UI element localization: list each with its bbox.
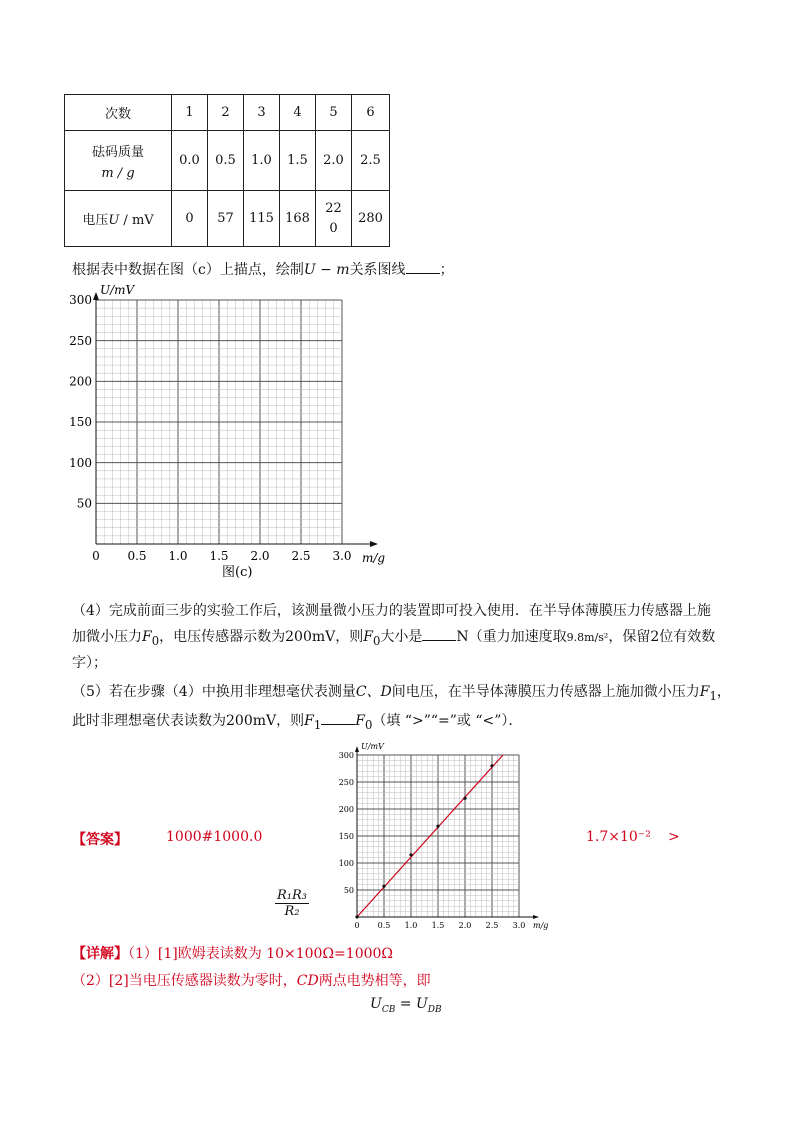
table-header-row <box>65 95 390 131</box>
y-tick-label: 100 <box>69 455 92 470</box>
detail-line1-text: （1）[1]欧姆表读数为 10×100Ω=1000Ω <box>128 946 394 962</box>
data-table <box>64 94 390 247</box>
table-header-cell: 次数 <box>65 95 172 131</box>
x-tick-label: 0.5 <box>377 921 391 930</box>
figure-c-caption: 图(c) <box>222 565 253 580</box>
detail-cd: CD <box>296 973 319 989</box>
table-cell: 1.0 <box>244 131 280 191</box>
y-tick-label: 100 <box>338 858 354 868</box>
x-tick-label: 1.0 <box>168 549 188 563</box>
x-tick-label: 1.5 <box>209 549 229 563</box>
y-axis-arrow-icon <box>93 292 99 300</box>
fraction-denominator: R₂ <box>284 904 300 919</box>
y-tick-label: 150 <box>69 415 92 430</box>
fraction <box>275 888 309 919</box>
y-tick-label: 50 <box>343 885 354 895</box>
y-tick-label: 250 <box>69 333 92 348</box>
table-cell: 0 <box>172 191 208 247</box>
answer-label: 【答案】 <box>72 832 128 848</box>
figure-c-ylabel: U/mV <box>100 283 135 297</box>
q5-line2-b: （填 “>”“=”或 “<”）． <box>372 713 523 729</box>
answer-chart-xlabel: m/g <box>533 921 549 930</box>
table-row-label <box>65 191 172 247</box>
table-cell: 22 0 <box>316 191 352 247</box>
q5-line1-a: （5）若在步骤（4）中换用非理想毫伏表测量 <box>72 684 356 700</box>
q3-text <box>72 259 454 279</box>
cd-points: C、D <box>355 684 392 700</box>
eq-right-sub: DB <box>427 1004 442 1015</box>
table-cell: 2.5 <box>352 131 390 191</box>
table-cell: 0.0 <box>172 131 208 191</box>
f0-subscript: 0 <box>372 633 381 648</box>
q3-end: ； <box>439 262 454 278</box>
q4-line2-e: ，保留2位有效数 <box>608 629 716 645</box>
f1-symbol: F <box>304 713 314 729</box>
x-tick-label: 3.0 <box>512 921 526 930</box>
answer-chart-ylabel: U/mV <box>361 742 384 751</box>
f0-subscript: 0 <box>151 633 160 648</box>
q4-line2-d: N（重力加速度取 <box>456 629 567 645</box>
answer-chart <box>335 740 550 940</box>
figure-c-xlabel: m/g <box>362 551 386 565</box>
q4-line2-a: 加微小压力 <box>72 629 142 645</box>
detail-line1 <box>72 943 393 963</box>
x-axis-arrow-icon <box>370 541 378 547</box>
q3-symbol: U − m <box>303 262 350 278</box>
voltage-symbol: U <box>108 213 120 228</box>
y-tick-label: 200 <box>338 804 354 814</box>
table-header-cell: 2 <box>208 95 244 131</box>
voltage-label: 电压 <box>82 213 109 228</box>
table-header-cell: 4 <box>280 95 316 131</box>
eq-mid: = <box>395 996 416 1012</box>
f0-subscript: 0 <box>364 717 373 732</box>
answer-chart-grid <box>357 755 519 917</box>
q5-line1-b: 间电压，在半导体薄膜压力传感器上施加微小压力 <box>391 684 700 700</box>
q4-line2-c: 大小是 <box>380 629 423 645</box>
x-tick-label: 2.0 <box>250 549 270 563</box>
y-tick-label: 300 <box>69 293 92 308</box>
fraction-numerator: R₁R₃ <box>277 888 307 903</box>
x-axis-arrow-icon <box>533 915 539 919</box>
answer-blank <box>422 628 456 641</box>
q4-line2 <box>72 626 715 648</box>
g-value: 9.8m/s² <box>566 631 609 644</box>
x-tick-label: 2.5 <box>291 549 311 563</box>
detail-equation <box>370 996 442 1015</box>
q4-line1: （4）完成前面三步的实验工作后，该测量微小压力的装置即可投入使用．在半导体薄膜压力传感器上施 <box>72 603 711 619</box>
eq-left-sub: CB <box>381 1004 396 1015</box>
y-tick-label: 200 <box>69 374 92 389</box>
answer-blank <box>406 261 440 274</box>
x-tick-label: 0 <box>92 549 100 563</box>
table-cell: 2.0 <box>316 131 352 191</box>
figure-c-grid <box>96 300 342 544</box>
f0-symbol: F <box>355 713 365 729</box>
y-tick-label: 300 <box>338 750 354 760</box>
answer-value-3: 1.7×10⁻² <box>586 829 651 845</box>
answer-value-4: > <box>668 829 680 845</box>
x-tick-label: 2.5 <box>485 921 499 930</box>
data-point <box>436 825 439 828</box>
x-tick-label: 1.0 <box>404 921 418 930</box>
table-cell: 57 <box>208 191 244 247</box>
x-tick-label: 0 <box>354 921 360 930</box>
table-header-cell: 1 <box>172 95 208 131</box>
f0-symbol: F <box>363 629 373 645</box>
table-cell: 280 <box>352 191 390 247</box>
mass-label: 砝码质量 <box>91 144 144 160</box>
q5-line2 <box>72 710 522 732</box>
y-tick-label: 250 <box>338 777 354 787</box>
x-tick-label: 1.5 <box>431 921 445 930</box>
q3-after: 关系图线 <box>349 262 406 278</box>
table-header-cell: 3 <box>244 95 280 131</box>
x-tick-label: 2.0 <box>458 921 472 930</box>
q5-line1-c: ， <box>716 684 731 700</box>
table-cell: 168 <box>280 191 316 247</box>
answer-blank <box>321 712 355 725</box>
q5-line1 <box>72 681 731 703</box>
f1-subscript: 1 <box>313 717 322 732</box>
data-point <box>382 885 385 888</box>
table-header-cell: 6 <box>352 95 390 131</box>
table-cell: 1.5 <box>280 131 316 191</box>
data-point <box>409 853 412 856</box>
answer-chart-marks <box>355 755 503 919</box>
q4-line3: 字）； <box>72 655 107 671</box>
f1-subscript: 1 <box>709 688 717 703</box>
f0-symbol: F <box>142 629 152 645</box>
answer-fraction <box>275 888 309 919</box>
table-cell: 0.5 <box>208 131 244 191</box>
q4-line2-b: ，电压传感器示数为200mV，则 <box>159 629 364 645</box>
table-header-cell: 5 <box>316 95 352 131</box>
data-point <box>355 915 358 918</box>
eq-right: U <box>415 996 428 1012</box>
detail-line2-b: 两点电势相等，即 <box>318 973 431 989</box>
eq-left: U <box>370 996 382 1012</box>
data-point <box>490 764 493 767</box>
table-cell: 115 <box>244 191 280 247</box>
x-tick-label: 0.5 <box>127 549 147 563</box>
table-row-label <box>65 131 172 191</box>
detail-label: 【详解】 <box>72 946 128 962</box>
q5-line2-a: 此时非理想毫伏表读数为200mV，则 <box>72 713 305 729</box>
y-axis-arrow-icon <box>355 746 359 752</box>
y-tick-label: 50 <box>76 496 92 511</box>
x-tick-label: 3.0 <box>332 549 352 563</box>
table-row-voltage <box>65 191 390 247</box>
answer-value-1: 1000#1000.0 <box>166 829 263 845</box>
y-tick-label: 150 <box>338 831 354 841</box>
f1-symbol: F <box>699 684 710 700</box>
voltage-unit: / mV <box>119 213 154 228</box>
table-row-mass <box>65 131 390 191</box>
figure-c-grid-chart <box>60 280 400 585</box>
detail-line2-a: （2）[2]当电压传感器读数为零时， <box>72 973 297 989</box>
detail-line2 <box>72 970 431 990</box>
mass-unit: m / g <box>101 165 135 181</box>
data-point <box>463 797 466 800</box>
q3-before: 根据表中数据在图（c）上描点，绘制 <box>72 262 304 278</box>
